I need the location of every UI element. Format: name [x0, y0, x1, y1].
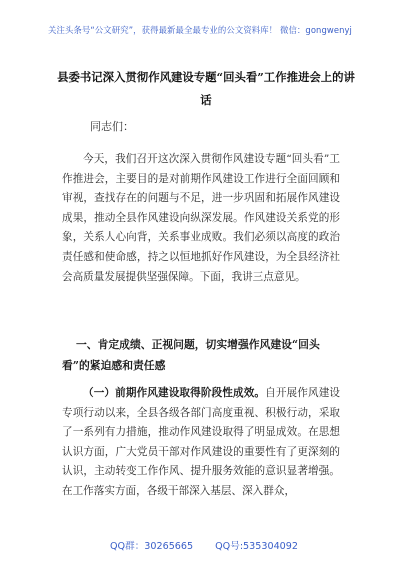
footer-qq-group[interactable]: QQ群：30265665 — [110, 541, 194, 552]
paragraph-subsection-1 — [62, 384, 340, 502]
document-title: 县委书记深入贯彻作风建设专题“回头看”工作推进会上的讲话 — [57, 70, 355, 107]
footer-qq-number[interactable]: QQ号:535304092 — [215, 541, 298, 552]
section-heading-1: 一、肯定成绩、正视问题，切实增强作风建设“回头看”的紧迫感和责任感 — [62, 338, 320, 372]
subsection-lead: （一）前期作风建设取得阶段性成效。 — [83, 387, 266, 399]
salutation: 同志们： — [90, 120, 134, 133]
header-banner[interactable]: 关注头条号“公文研究”，获得最新最全最专业的公文资料库！ 微信：gongwenyj — [48, 25, 352, 35]
subsection-body: 自开展作风建设专项行动以来，全县各级各部门高度重视、积极行动，采取了一系列有力措施，推动作风建设取得了明显成效。在思想认识方面，广大党员干部对作风建设的重要性有了更深刻的认识，主动转变工作作风、提升服务效能的意识显著增强。在工作落实方面，各级干部深入基层、深入群众， — [62, 387, 340, 497]
footer-contact — [0, 538, 408, 552]
paragraph-intro: 今天，我们召开这次深入贯彻作风建设专题“回头看”工作推进会，主要目的是对前期作风建设工作进行全面回顾和审视，查找存在的问题与不足，进一步巩固和拓展作风建设成果，推动全县作风建设向纵深发展。作风建设关系党的形象，关系人心向背，关系事业成败。我们必须以高度的政治责任感和使命感，持之以恒地抓好作风建设，为全县经济社会高质量发展提供坚强保障。下面，我讲三点意见。 — [62, 153, 340, 283]
